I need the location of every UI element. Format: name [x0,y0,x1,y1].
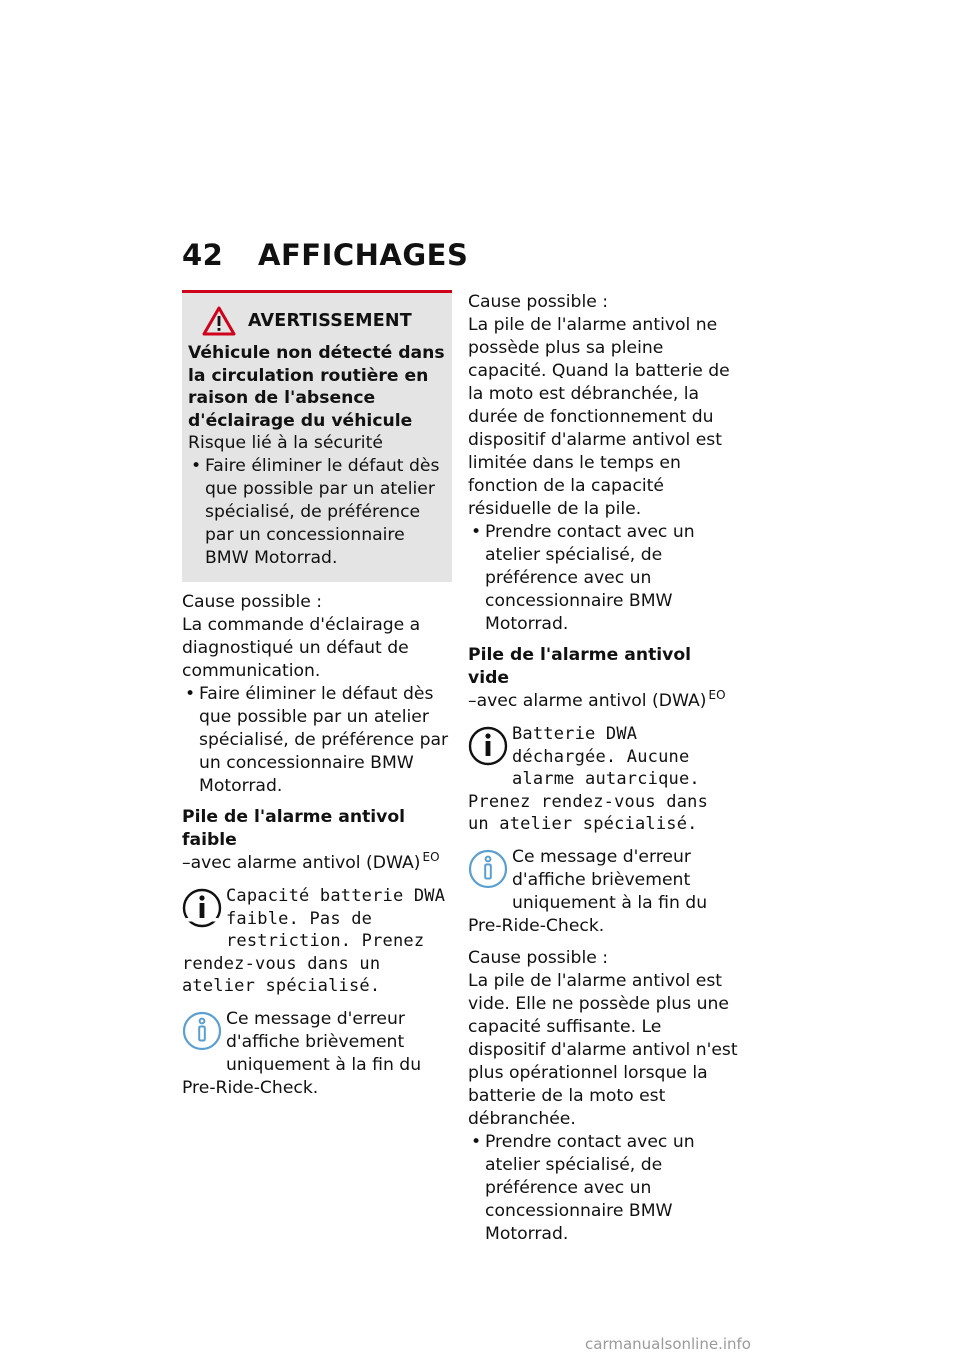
list-item: • Prendre contact avec un atelier spécialisé, de préférence avec un concessionnaire BMW Motorrad. [468,521,738,636]
section-subline: –avec alarme antivol (DWA) $^{EO}$ [468,688,726,711]
cause-text: La commande d'éclairage a diagnostiqué un défaut de communication. [182,615,421,681]
info-message: Ce message d'erreur d'affiche brièvement uniquement à la fin du Pre-Ride-Check. [182,1008,422,1098]
display-info-icon [182,887,226,933]
warning-label: AVERTISSEMENT [248,311,412,331]
list-item: • Prendre contact avec un atelier spécialisé, de préférence avec un concessionnaire BMW Motorrad. [468,1131,738,1246]
info-message: Ce message d'erreur d'affiche brièvement uniquement à la fin du Pre-Ride-Check. [468,846,708,936]
section-subline: –avec alarme antivol (DWA) $^{EO}$ [182,850,440,873]
display-message-note [182,885,452,998]
watermark: carmanualsonline.info [585,1335,751,1353]
cause-label: Cause possible : [182,592,323,612]
warning-box [182,290,452,582]
cause-text: La pile de l'alarme antivol ne possède plus sa pleine capacité. Quand la batterie de la moto est débranchée, la durée de fonctionnement du dispositif d'alarme antivol est limitée dans le temps en fonction de la capacité résiduelle de la pile. [468,315,730,519]
page-header [182,238,468,272]
cause-text: La pile de l'alarme antivol est vide. Elle ne possède plus une capacité suffisante. Le dispositif d'alarme antivol n'est plus opérationnel lorsque la batterie de la moto est débranchée. [468,970,738,1129]
warning-triangle-icon [202,306,236,336]
list-item: • Faire éliminer le défaut dès que possible par un atelier spécialisé, de préférence par un concessionnaire BMW Motorrad. [182,683,452,798]
cause-label: Cause possible : [468,292,609,312]
info-icon [468,848,512,894]
display-info-icon [468,725,512,771]
page-title: AFFICHAGES [258,238,469,272]
page-number: 42 [182,238,224,272]
right-column [468,291,738,1246]
display-message: Capacité batterie DWA faible. Pas de restriction. Prenez rendez-vous dans un atelier spécialisé. [182,886,446,996]
warning-bold-text: Véhicule non détecté dans la circulation routière en raison de l'absence d'éclairage du véhicule [188,343,445,431]
cause-bullets [468,521,738,636]
info-note [182,1008,452,1100]
info-icon [182,1010,226,1056]
equipment-marker: EO [708,688,726,702]
warning-header [188,306,446,336]
display-message: Batterie DWA déchargée. Aucune alarme autarcique. Prenez rendez-vous dans un atelier spécialisé. [468,724,709,834]
warning-bullets [188,455,446,570]
equipment-marker: EO [422,850,440,864]
list-item: • Faire éliminer le défaut dès que possible par un atelier spécialisé, de préférence par un concessionnaire BMW Motorrad. [188,455,446,570]
section-heading: Pile de l'alarme antivol vide [468,645,692,688]
info-note [468,846,738,938]
cause-bullets [182,683,452,798]
cause-bullets [468,1131,738,1246]
cause-label: Cause possible : [468,947,609,968]
warning-risk: Risque lié à la sécurité [188,433,383,453]
left-column [182,290,452,1100]
section-heading: Pile de l'alarme antivol faible [182,807,406,850]
display-message-note [468,723,738,836]
